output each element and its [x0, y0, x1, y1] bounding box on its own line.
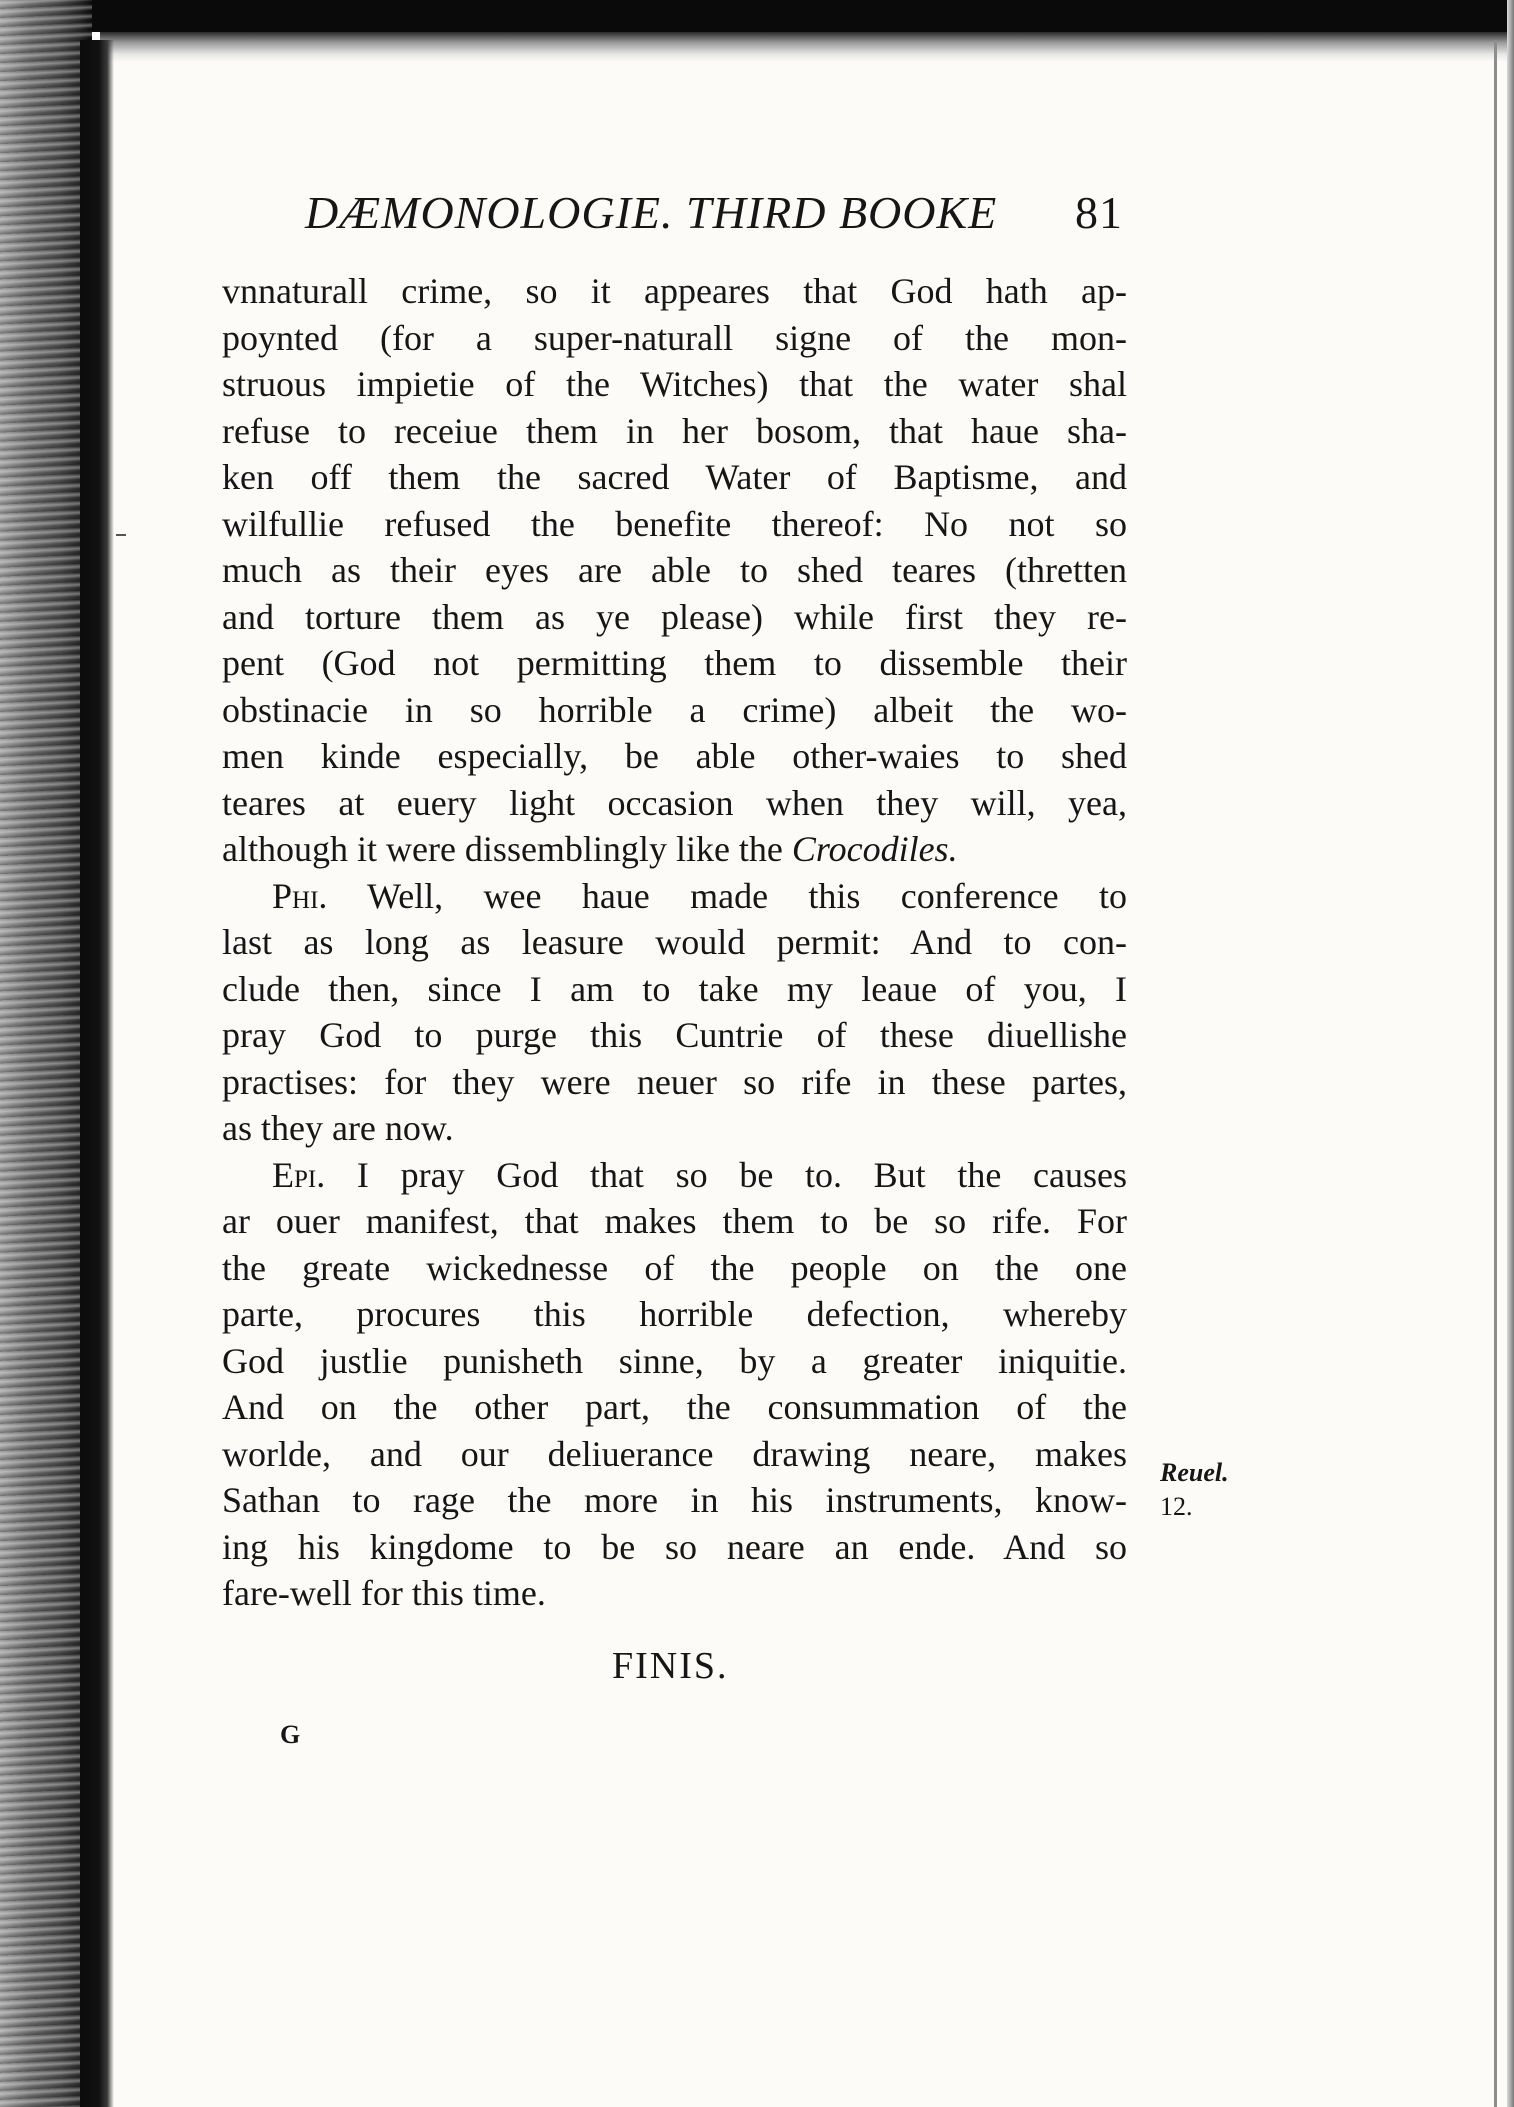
page-right-edge	[1494, 40, 1497, 2107]
scan-top-border	[0, 0, 1514, 32]
speaker-label: Epi.	[272, 1154, 326, 1195]
page-top-edge	[100, 32, 1514, 62]
text-line: struous impietie of the Witches) that the water shal	[222, 364, 1127, 404]
italic-word: Crocodiles.	[791, 829, 958, 869]
text-fragment: Well, wee haue made this conference to	[327, 875, 1127, 916]
text-line: parte, procures this horrible defection, whereby	[222, 1294, 1127, 1334]
text-line: vnnaturall crime, so it appeares that God hath ap-	[222, 271, 1127, 311]
scan-right-border	[1507, 0, 1514, 2107]
text-line: God justlie punisheth sinne, by a greater iniquitie.	[222, 1340, 1127, 1381]
running-head	[305, 186, 1135, 246]
book-spine-shadow	[80, 40, 114, 2107]
text-fragment: I pray God that so be to. But the causes	[325, 1154, 1127, 1195]
text-line: Sathan to rage the more in his instruments, know-	[222, 1480, 1127, 1520]
text-line: refuse to receiue them in her bosom, that haue sha-	[222, 410, 1127, 451]
scan-left-edge	[0, 0, 92, 2107]
text-line: fare-well for this time.	[222, 1573, 546, 1613]
speaker-label: Phi.	[272, 875, 328, 916]
margin-note	[1160, 1456, 1280, 1524]
text-line: men kinde especially, be able other-waies to shed	[222, 736, 1127, 776]
text-line: obstinacie in so horrible a crime) albeit the wo-	[222, 689, 1127, 730]
text-line: poynted (for a super-naturall signe of the mon-	[222, 317, 1127, 358]
text-line	[222, 873, 1127, 920]
text-fragment: although it were dissemblingly like the	[222, 829, 792, 869]
text-line	[222, 826, 1127, 873]
margin-note-number: 12.	[1160, 1492, 1193, 1521]
text-line	[222, 1152, 1127, 1199]
text-line: clude then, since I am to take my leaue of you, I	[222, 968, 1127, 1009]
text-line: and torture them as ye please) while first they re-	[222, 596, 1127, 637]
text-line: And on the other part, the consummation of the	[222, 1387, 1127, 1427]
text-line: ing his kingdome to be so neare an ende. And so	[222, 1526, 1127, 1567]
text-line: as they are now.	[222, 1108, 454, 1148]
text-line: much as their eyes are able to shed teares (thretten	[222, 550, 1127, 590]
text-line: the greate wickednesse of the people on the one	[222, 1247, 1127, 1288]
body-text	[222, 268, 1127, 1617]
running-title: DÆMONOLOGIE. THIRD BOOKE	[305, 187, 998, 238]
finis-heading: FINIS.	[612, 1645, 729, 1687]
text-line: pray God to purge this Cuntrie of these diuellishe	[222, 1015, 1127, 1055]
text-line: worlde, and our deliuerance drawing neare, makes	[222, 1433, 1127, 1474]
text-line: ken off them the sacred Water of Baptisme, and	[222, 457, 1127, 497]
text-line: pent (God not permitting them to dissemble their	[222, 643, 1127, 683]
page-number: 81	[1075, 187, 1123, 238]
text-line: ar ouer manifest, that makes them to be so rife. For	[222, 1201, 1127, 1241]
text-line: wilfullie refused the benefite thereof: No not so	[222, 503, 1127, 544]
text-line: practises: for they were neuer so rife in these partes,	[222, 1061, 1127, 1102]
margin-note-reference: Reuel.	[1160, 1458, 1229, 1487]
text-line: teares at euery light occasion when they will, yea,	[222, 782, 1127, 823]
signature-mark: G	[280, 1720, 301, 1749]
stray-mark	[116, 534, 126, 536]
text-line: last as long as leasure would permit: And to con-	[222, 922, 1127, 962]
